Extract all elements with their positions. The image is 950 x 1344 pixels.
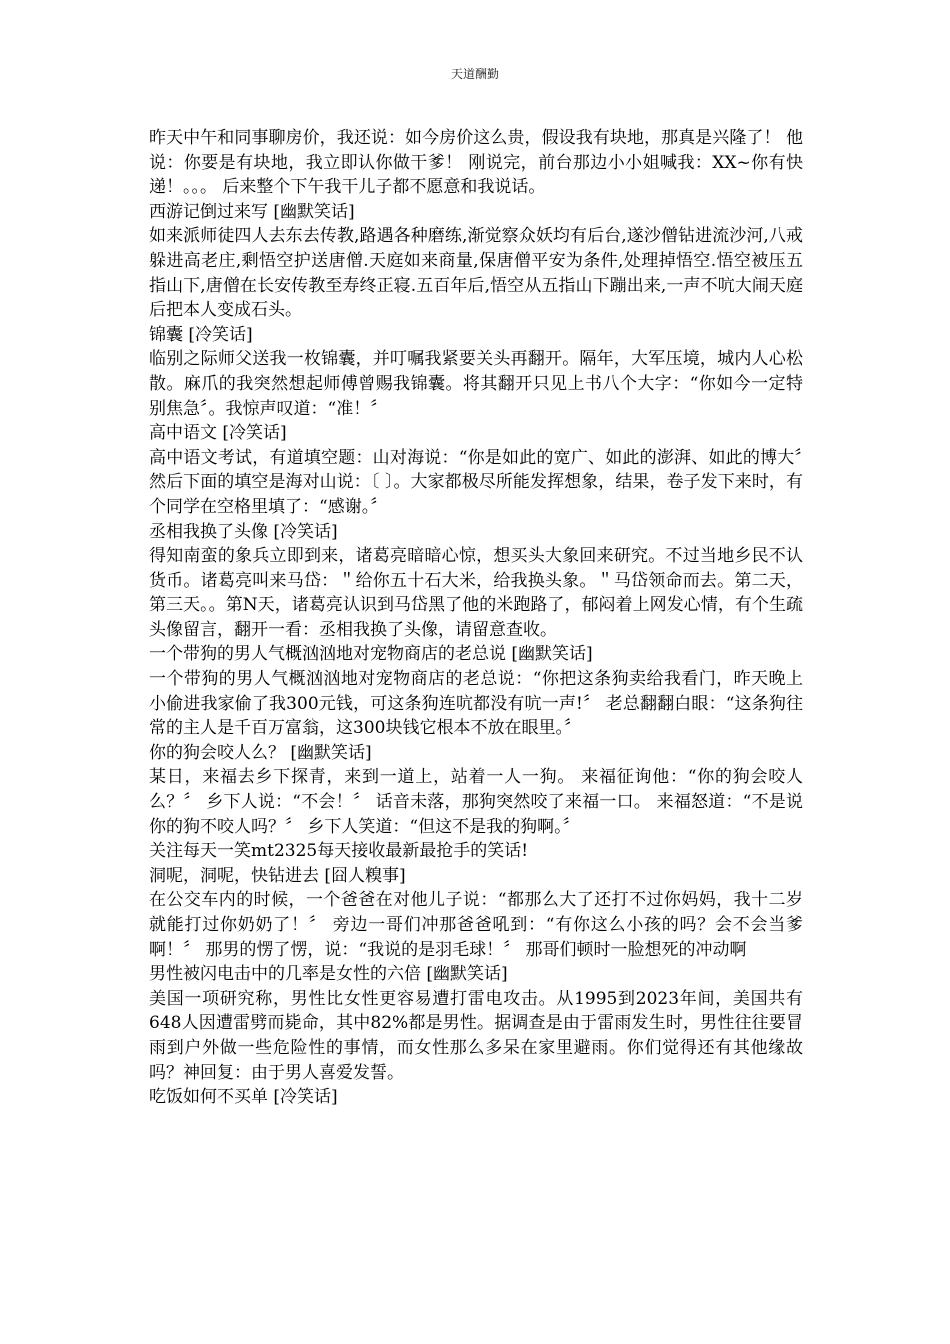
paragraph-lightning: 美国一项研究称，男性比女性更容易遭打雷电攻击。从1995到2023年间，美国共有648人因遭雷劈而毙命，其中82%都是男性。据调查是由于雷雨发生时，男性往往要冒雨到户外做一些危险性的事情，而女性那么多呆在家里避雨。你们觉得还有其他缘故吗？神回复：由于男人喜爱发誓。: [149, 988, 803, 1083]
paragraph-pet-shop: 一个带狗的男人气概汹汹地对宠物商店的老总说：“你把这条狗卖给我看门，昨天晚上小偷进我家偷了我300元钱，可这条狗连吭都没有吭一声!〞 老总翻翻白眼：“这条狗往常的主人是千百万富翁，这300块钱它根本不放在眼里。〞: [149, 669, 803, 739]
joke-title-chinese-exam: 高中语文 [冷笑话]: [149, 423, 287, 444]
paragraph-chinese-exam: 高中语文考试，有道填空题：山对海说：“你是如此的宽广、如此的澎湃、如此的博大〞然后下面的填空是海对山说：〔 〕。大家都极尽所能发挥想象，结果，卷子发下来时，有个同学在空格里填了：“感谢。〞: [149, 447, 803, 517]
paragraph-dog-bite: 某日，来福去乡下探青，来到一道上，站着一人一狗。 来福征询他：“你的狗会咬人么？〞 乡下人说：“不会！〞 话音未落，那狗突然咬了来福一口。 来福怒道：“不是说你的狗不咬人吗？〞 乡下人笑道：“但这不是我的狗啊。〞: [149, 767, 803, 837]
paragraph-brocade-bag: 临别之际师父送我一枚锦囊，并叮嘱我紧要关头再翻开。隔年，大军压境，城内人心松散。麻爪的我突然想起师傅曾赐我锦囊。将其翻开只见上书八个大字：“你如今一定特别焦急〞。我惊声叹道：“准！〞: [149, 349, 803, 419]
joke-title-pet-shop: 一个带狗的男人气概汹汹地对宠物商店的老总说 [幽默笑话]: [149, 644, 593, 665]
follow-notice: 关注每天一笑mt2325每天接收最新最抢手的笑话!: [149, 841, 529, 862]
joke-title-avatar: 丞相我换了头像 [冷笑话]: [149, 521, 338, 542]
paragraph-avatar: 得知南蛮的象兵立即到来，诸葛亮暗暗心惊，想买头大象回来研究。不过当地乡民不认货币。诸葛亮叫来马岱：＂给你五十石大米，给我换头象。＂马岱领命而去。第二天，第三天。。第N天，诸葛亮认识到马岱黑了他的米跑路了，郁闷着上网发心情，有个生疏头像留言，翻开一看：丞相我换了头像，请留意查收。: [149, 546, 803, 640]
joke-title-brocade-bag: 锦囊 [冷笑话]: [149, 324, 253, 345]
paragraph-journey-west: 如来派师徒四人去东去传教,路遇各种磨练,渐觉察众妖均有后台,遂沙僧钻进流沙河,八戒躲进高老庄,剩悟空护送唐僧.天庭如来商量,保唐僧平安为条件,处理掉悟空.悟空被压五指山下,唐僧在长安传教至寿终正寝.五百年后,悟空从五指山下蹦出来,一声不吭大闹天庭后把本人变成石头。: [149, 226, 803, 321]
joke-title-lightning: 男性被闪电击中的几率是女性的六倍 [幽默笑话]: [149, 964, 508, 985]
document-body: [149, 126, 803, 1110]
joke-title-journey-west: 西游记倒过来写 [幽默笑话]: [149, 201, 355, 222]
joke-title-hole: 洞呢，洞呢，快钻进去 [囧人糗事]: [149, 865, 406, 886]
joke-title-dog-bite: 你的狗会咬人么？ [幽默笑话]: [149, 742, 372, 763]
paragraph-hole: 在公交车内的时候，一个爸爸在对他儿子说：“都那么大了还打不过你妈妈，我十二岁就能打过你奶奶了！〞 旁边一哥们冲那爸爸吼到：“有你这么小孩的吗？会不会当爹啊！〞 那男的愣了愣，说：“我说的是羽毛球！〞 那哥们顿时一脸想死的冲动啊: [149, 890, 803, 960]
page-header: 天道酬勤: [450, 67, 499, 81]
paragraph-house-price: 昨天中午和同事聊房价，我还说：如今房价这么贵，假设我有块地，那真是兴隆了！ 他说：你要是有块地，我立即认你做干爹！ 刚说完，前台那边小小姐喊我：XX~你有快递！。。。 后来整个下午我干儿子都不愿意和我说话。: [149, 128, 803, 198]
joke-title-dinner-bill: 吃饭如何不买单 [冷笑话]: [149, 1087, 338, 1108]
